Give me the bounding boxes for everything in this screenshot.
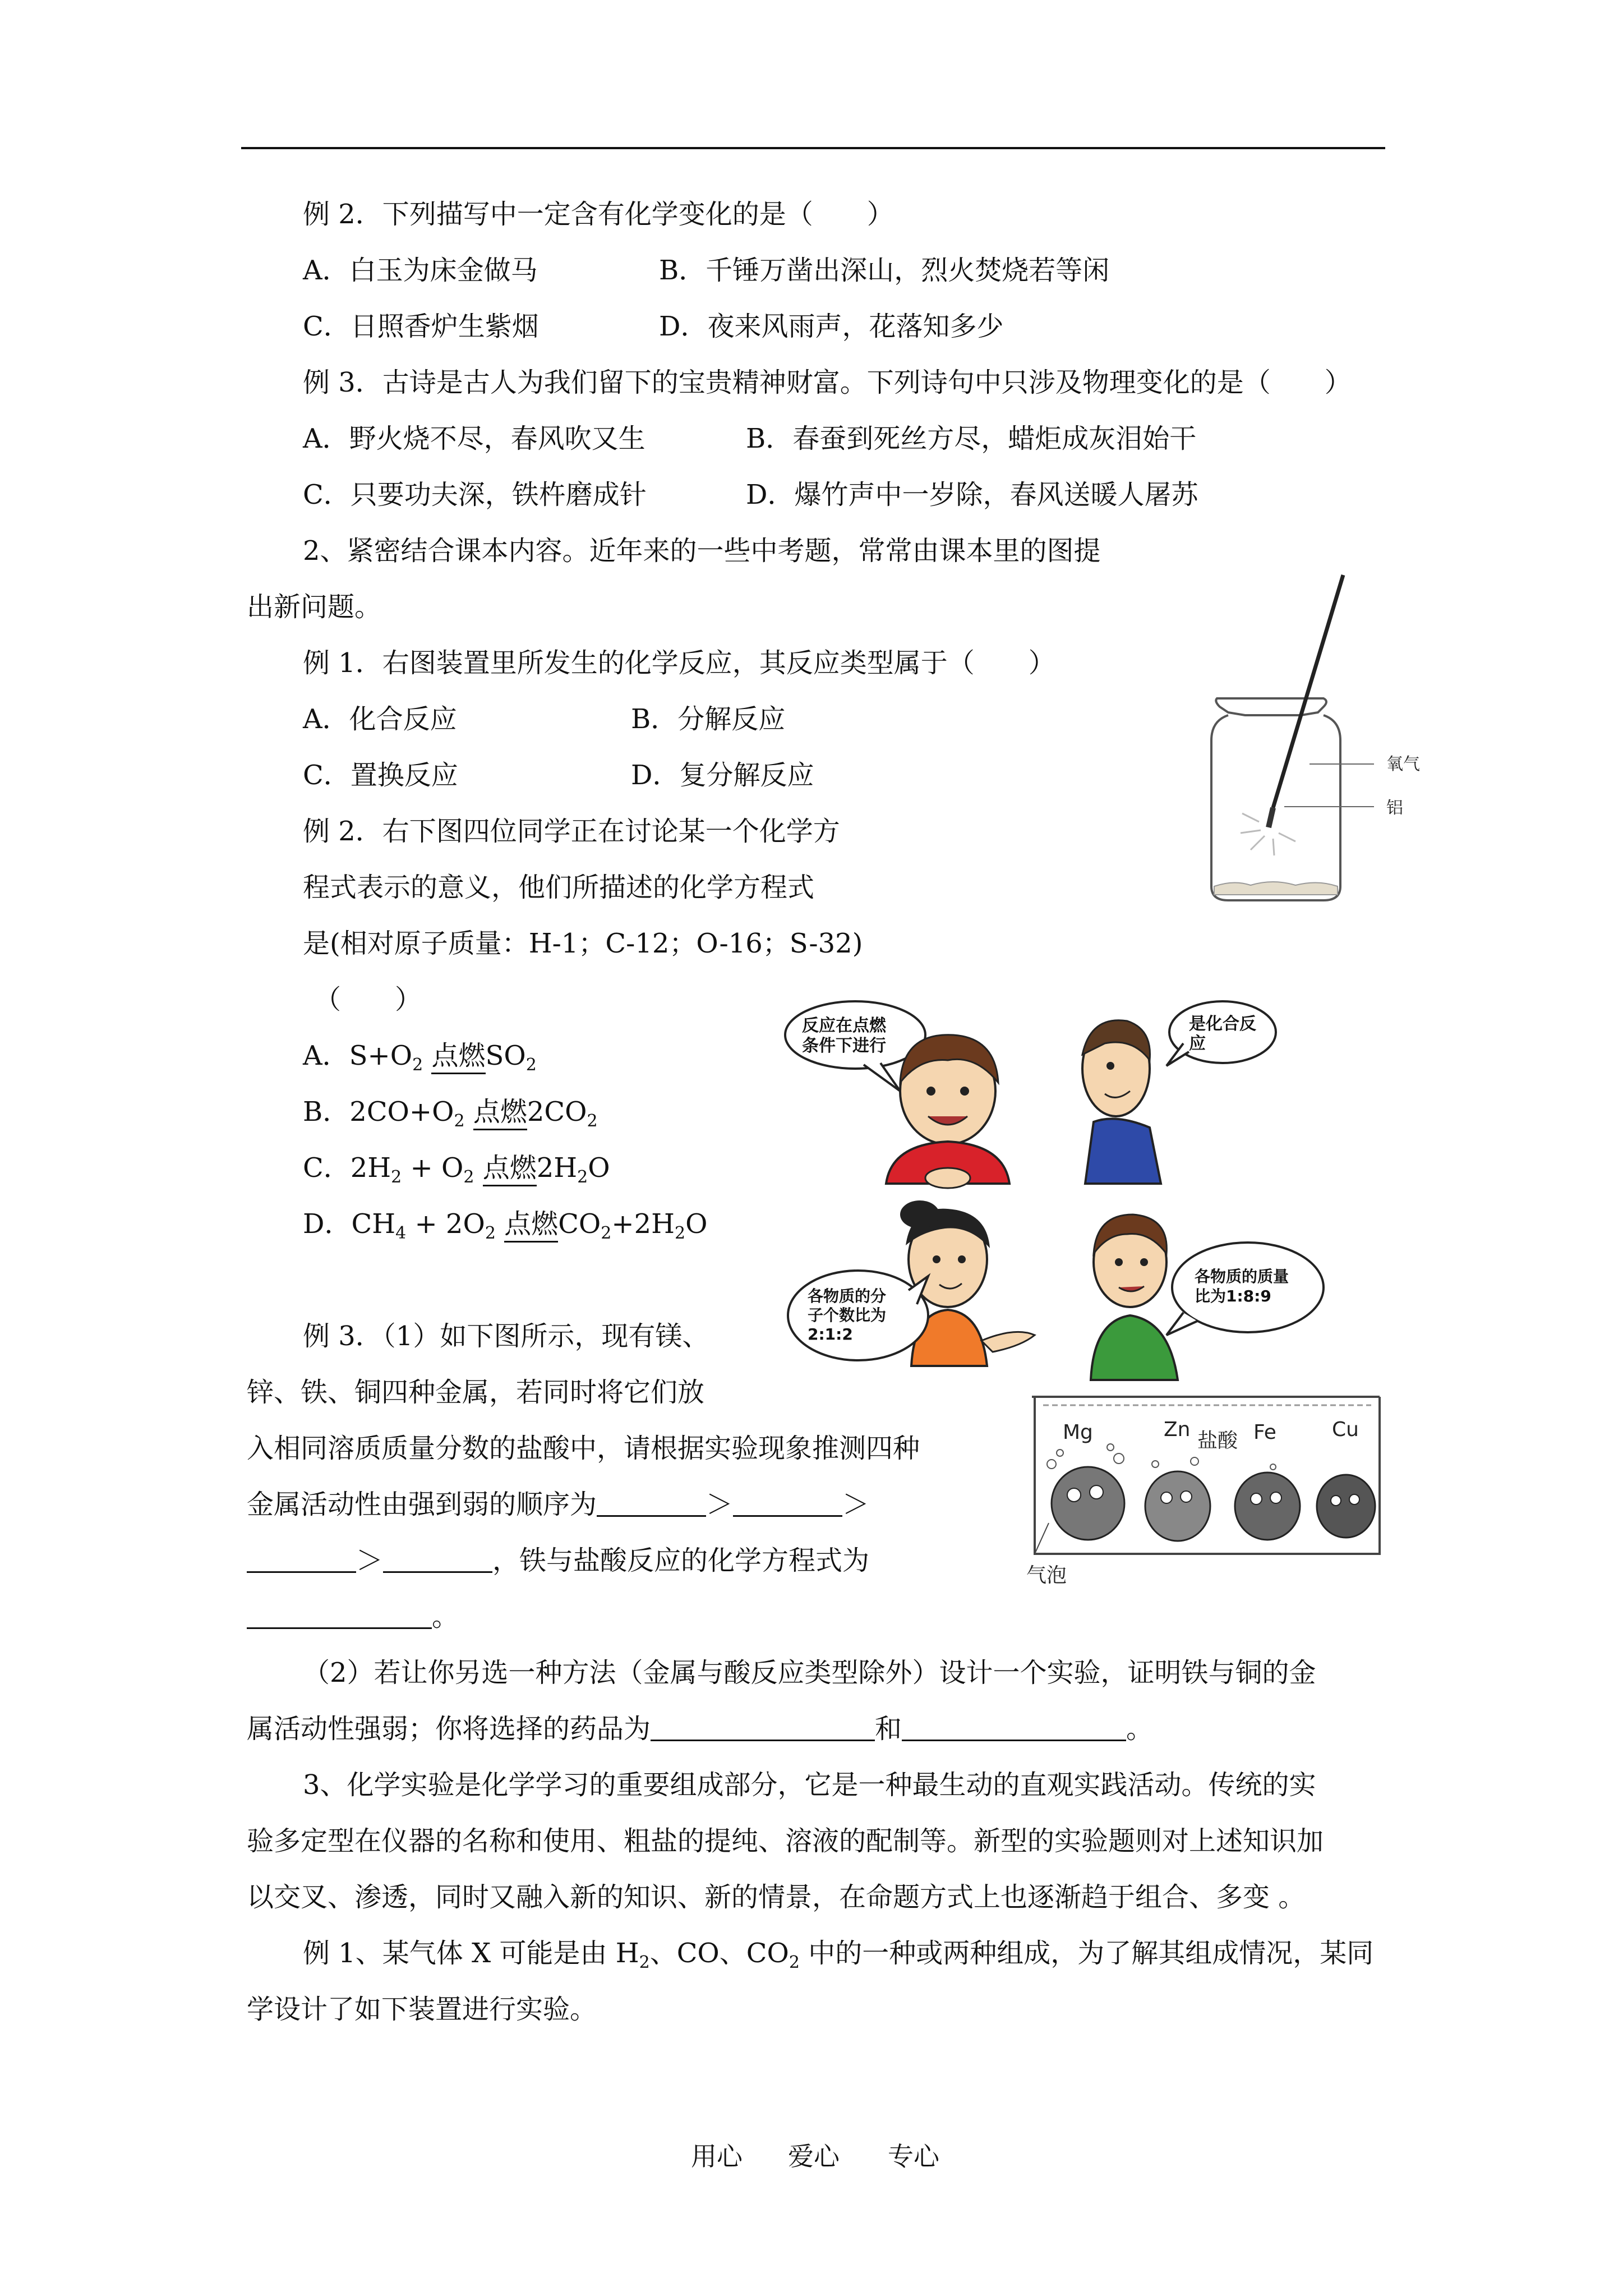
- footer-mid: 爱心: [788, 2141, 840, 2171]
- option-a: A．白玉为床金做马: [303, 255, 538, 286]
- reaction-condition: 点燃: [431, 1040, 485, 1074]
- bubble-label: 气泡: [1026, 1564, 1067, 1587]
- student-boy-blue: [1082, 1020, 1161, 1184]
- question-blank-line: ＞ ，铁与盐酸反应的化学方程式为: [247, 1544, 869, 1577]
- question-stem: 例 1．右图装置里所发生的化学反应，其反应类型属于（ ）: [303, 647, 1055, 679]
- option-a: A．野火烧不尽，春风吹又生: [303, 423, 645, 454]
- equation-option-d: D．$CH_4 + 2O_2$ 点燃$CO_2+2H_2O$: [303, 1208, 708, 1243]
- option-c: C．只要功夫深，铁杵磨成针: [303, 479, 647, 510]
- bubble-text: 各物质的质量: [1195, 1267, 1289, 1286]
- option-c: C．日照香炉生紫烟: [303, 311, 539, 342]
- metal-mg: [1047, 1444, 1124, 1540]
- label-fe: Fe: [1253, 1421, 1276, 1444]
- reaction-condition: 点燃: [473, 1096, 527, 1130]
- answer-paren: （ ）: [314, 984, 422, 1015]
- question-stem-cont: 程式表示的意义，他们所描述的化学方程式: [303, 872, 815, 903]
- answer-blank[interactable]: [597, 1490, 706, 1517]
- equation-option-a: A．$S+O_2$ 点燃$SO_2$: [303, 1040, 537, 1075]
- question-stem-cont: 锌、铁、铜四种金属，若同时将它们放: [247, 1377, 705, 1408]
- option-b: B．春蚕到死丝方尽，蜡炬成灰泪始干: [746, 423, 1197, 454]
- option-d: D．复分解反应: [631, 760, 814, 791]
- question-stem: 例 3．古诗是古人为我们留下的宝贵精神财富。下列诗句中只涉及物理变化的是（ ）: [303, 367, 1352, 398]
- question-blank-line: 。: [247, 1600, 459, 1634]
- bubble-text: 2:1:2: [808, 1325, 853, 1343]
- equation-option-b: B．$2CO+O_2$ 点燃$2CO_2$: [303, 1096, 598, 1131]
- bubble-text: 条件下进行: [802, 1036, 886, 1056]
- students-discussion-figure: [780, 999, 1329, 1391]
- answer-blank[interactable]: [902, 1715, 1126, 1741]
- aluminum-label: 铝: [1386, 798, 1403, 818]
- section-3-intro: 3、化学实验是化学学习的重要组成部分，它是一种最生动的直观实践活动。传统的实: [303, 1769, 1316, 1801]
- section-2-intro-cont: 出新问题。: [247, 591, 382, 623]
- equation-option-c: C．$2H_2 + O_2$ 点燃$2H_2O$: [303, 1152, 610, 1187]
- metal-cu: [1317, 1475, 1375, 1538]
- bubble-text: 应: [1189, 1034, 1206, 1053]
- question-stem: 例 1、某气体 X 可能是由 $H_2$、CO、$CO_2$ 中的一种或两种组成，为了解其组成情况，某同: [303, 1938, 1374, 1972]
- question-blank-line: 金属活动性由强到弱的顺序为 ＞ ＞: [247, 1489, 870, 1520]
- question-stem-cont: 入相同溶质质量分数的盐酸中，请根据实验现象推测四种: [247, 1433, 920, 1464]
- answer-blank[interactable]: [247, 1547, 356, 1573]
- metals-in-acid-figure: [1026, 1386, 1385, 1599]
- section-3-intro-cont: 以交叉、渗透，同时又融入新的知识、新的情景，在命题方式上也逐渐趋于组合、多变 。: [247, 1881, 1306, 1913]
- reaction-condition: 点燃: [504, 1208, 558, 1243]
- option-d: D．夜来风雨声，花落知多少: [659, 311, 1004, 342]
- answer-blank[interactable]: [383, 1547, 492, 1573]
- footer-right: 专心: [888, 2141, 939, 2171]
- bubble-text: 子个数比为: [808, 1306, 887, 1324]
- question-stem: 例 2．右下图四位同学正在讨论某一个化学方: [303, 816, 840, 847]
- student-boy-green: [1091, 1214, 1178, 1380]
- bubble-text: 是化合反: [1189, 1014, 1256, 1034]
- option-d: D．爆竹声中一岁除，春风送暖人屠苏: [746, 479, 1198, 510]
- question-stem-cont: 是(相对原子质量：H-1；C-12；O-16；S-32): [303, 928, 863, 959]
- bubble-text: 各物质的分: [808, 1287, 887, 1305]
- oxygen-label: 氧气: [1386, 754, 1420, 774]
- option-b: B．分解反应: [631, 703, 786, 735]
- footer-left: 用心: [691, 2141, 743, 2171]
- label-acid: 盐酸: [1197, 1429, 1238, 1452]
- question-stem: （2）若让你另选一种方法（金属与酸反应类型除外）设计一个实验，证明铁与铜的金: [303, 1657, 1316, 1688]
- label-zn: Zn: [1164, 1418, 1191, 1441]
- bubble-text: 反应在点燃: [802, 1016, 886, 1036]
- option-a: A．化合反应: [303, 703, 457, 735]
- question-stem-cont: 学设计了如下装置进行实验。: [247, 1994, 597, 2025]
- reaction-condition: 点燃: [483, 1152, 537, 1186]
- label-mg: Mg: [1063, 1421, 1093, 1444]
- section-3-intro-cont: 验多定型在仪器的名称和使用、粗盐的提纯、溶液的配制等。新型的实验题则对上述知识加: [247, 1825, 1324, 1857]
- answer-blank[interactable]: [247, 1603, 432, 1629]
- answer-blank[interactable]: [651, 1715, 875, 1741]
- answer-blank[interactable]: [733, 1490, 842, 1517]
- question-stem: 例 2．下列描写中一定含有化学变化的是（ ）: [303, 199, 894, 230]
- option-c: C．置换反应: [303, 760, 458, 791]
- question-blank-line: 属活动性强弱；你将选择的药品为 和 。: [247, 1713, 1154, 1745]
- question-stem: 例 3．（1）如下图所示，现有镁、: [303, 1320, 709, 1352]
- metal-fe: [1235, 1464, 1300, 1540]
- bubble-text: 比为1:8:9: [1195, 1287, 1271, 1305]
- section-2-intro: 2、紧密结合课本内容。近年来的一些中考题，常常由课本里的图提: [303, 535, 1101, 567]
- metal-zn: [1145, 1457, 1210, 1541]
- oxygen-jar-figure: [1189, 572, 1447, 909]
- label-cu: Cu: [1332, 1418, 1359, 1441]
- header-rule: [241, 147, 1385, 149]
- option-b: B．千锤万凿出深山，烈火焚烧若等闲: [659, 255, 1110, 286]
